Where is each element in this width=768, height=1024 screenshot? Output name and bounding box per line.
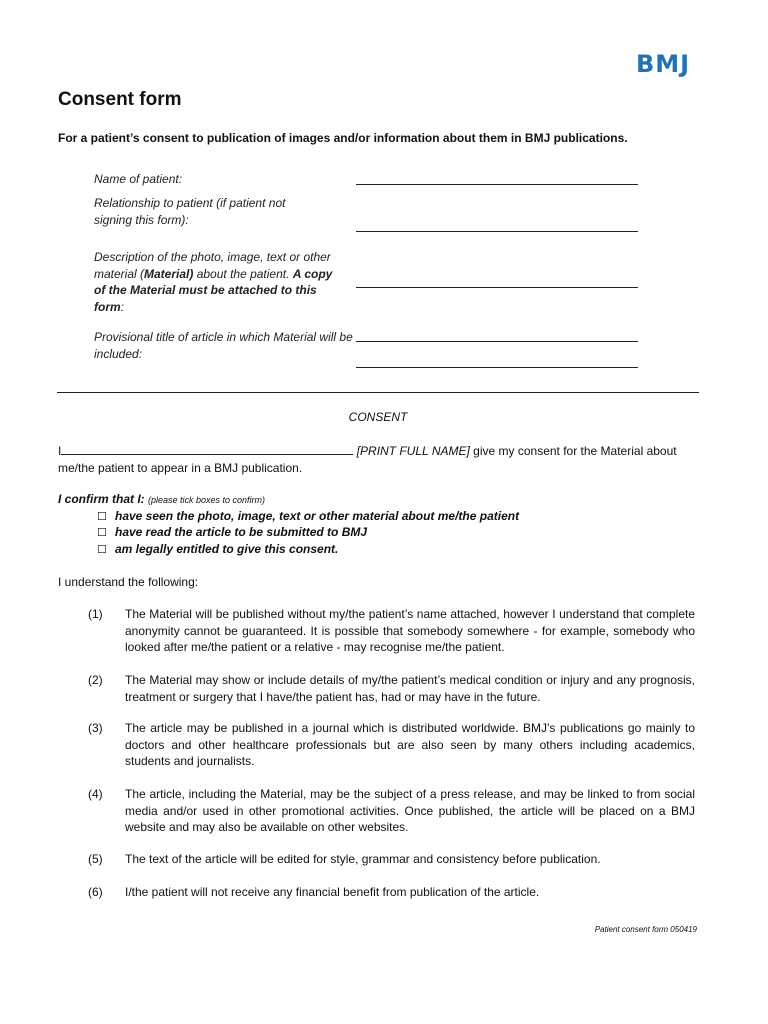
confirm-checkbox-row[interactable]: ☐ have read the article to be submitted to BMJ [97,525,368,539]
consent-heading: CONSENT [348,410,408,424]
confirm-heading: I confirm that I: (please tick boxes to confirm) [58,492,266,506]
material-description-label: Description of the photo, image, text or other material (Material) about the patient. A copy of the Material must be attached to this form: [94,250,333,314]
bmj-logo: BMJ [636,50,691,78]
relationship-label: Relationship to patient (if patient not signing this form): [94,196,286,227]
checkbox-icon[interactable]: ☐ [97,526,107,539]
material-description-line[interactable] [356,287,638,288]
section-divider [57,392,699,393]
page-title: Consent form [58,89,182,110]
patient-name-label: Name of patient: [94,172,183,186]
article-title-label: Provisional title of article in which Material will be included: [94,330,353,361]
confirm-checkbox-row[interactable]: ☐ am legally entitled to give this consent. [97,542,339,556]
article-title-line-1[interactable] [356,341,638,342]
article-title-line-2[interactable] [356,367,638,368]
full-name-line[interactable] [61,443,353,455]
patient-name-line[interactable] [356,184,638,185]
consent-statement: I [PRINT FULL NAME] give my consent for the Material about me/the patient to appear in a BMJ publication. [58,444,677,475]
form-footer-code: Patient consent form 050419 [594,925,697,934]
checkbox-icon[interactable]: ☐ [97,510,107,523]
understand-heading: I understand the following: [58,575,199,589]
checkbox-icon[interactable]: ☐ [97,543,107,556]
relationship-line[interactable] [356,231,638,232]
confirm-checkbox-row[interactable]: ☐ have seen the photo, image, text or other material about me/the patient [97,509,520,523]
form-subtitle: For a patient’s consent to publication of images and/or information about them in BMJ publications. [58,131,628,145]
